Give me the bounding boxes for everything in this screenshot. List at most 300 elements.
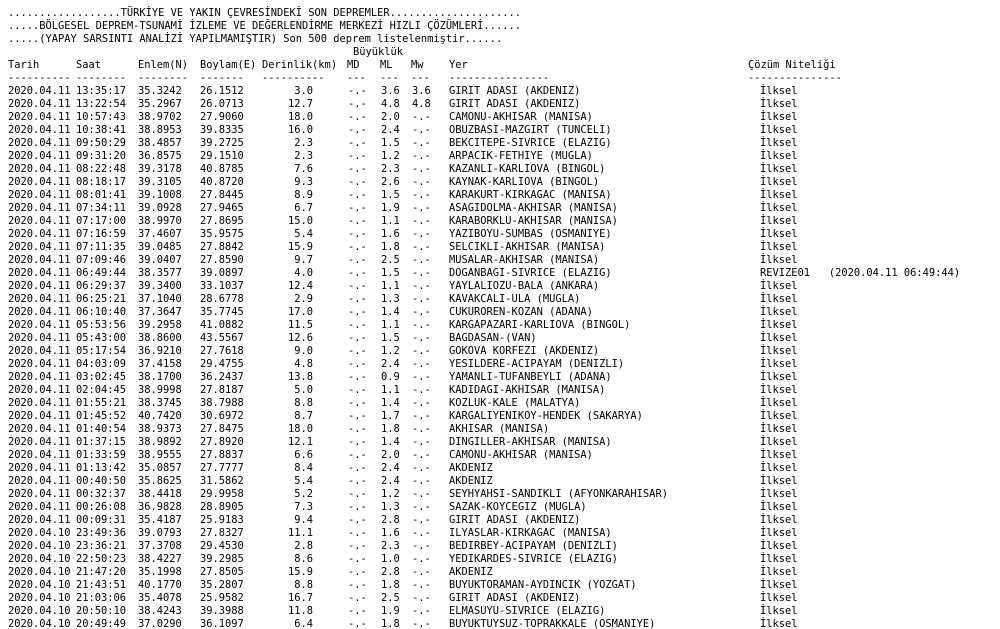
cell-md: -.- (348, 527, 367, 539)
cell-md: -.- (348, 202, 367, 214)
table-row (0, 553, 1000, 566)
cell-ml: 4.8 (381, 98, 400, 110)
cell-ml: 1.1 (381, 280, 400, 292)
cell-quality: İlksel (760, 371, 798, 383)
cell-ml: 1.8 (381, 423, 400, 435)
table-row (0, 254, 1000, 267)
cell-quality: İlksel (760, 475, 798, 487)
table-row (0, 176, 1000, 189)
cell-lon: 27.8505 (200, 566, 244, 578)
cell-date: 2020.04.11 (8, 462, 71, 474)
cell-depth: 11.5 (287, 319, 313, 331)
cell-quality: İlksel (760, 306, 798, 318)
cell-depth: 18.0 (287, 111, 313, 123)
cell-date: 2020.04.10 (8, 553, 71, 565)
cell-quality: İlksel (760, 449, 798, 461)
cell-depth: 2.9 (294, 293, 313, 305)
cell-date: 2020.04.11 (8, 358, 71, 370)
cell-quality: İlksel (760, 410, 798, 422)
table-row (0, 241, 1000, 254)
cell-md: -.- (348, 501, 367, 513)
cell-lat: 37.4607 (138, 228, 182, 240)
cell-date: 2020.04.11 (8, 137, 71, 149)
cell-lon: 27.9060 (200, 111, 244, 123)
cell-date: 2020.04.11 (8, 423, 71, 435)
cell-date: 2020.04.10 (8, 527, 71, 539)
cell-md: -.- (348, 449, 367, 461)
cell-time: 07:16:59 (76, 228, 127, 240)
cell-ml: 1.6 (381, 228, 400, 240)
cell-mw: -.- (412, 215, 431, 227)
cell-mw: -.- (412, 241, 431, 253)
cell-lon: 29.4530 (200, 540, 244, 552)
table-row (0, 150, 1000, 163)
cell-md: -.- (348, 254, 367, 266)
col-time-header: Saat (76, 59, 102, 71)
cell-date: 2020.04.10 (8, 618, 71, 629)
cell-lon: 27.8187 (200, 384, 244, 396)
column-header-row (0, 59, 1000, 72)
cell-time: 10:38:41 (76, 124, 127, 136)
cell-md: -.- (348, 605, 367, 617)
cell-mw: -.- (412, 150, 431, 162)
cell-ml: 1.4 (381, 436, 400, 448)
cell-mw: -.- (412, 137, 431, 149)
cell-date: 2020.04.11 (8, 397, 71, 409)
cell-time: 05:53:56 (76, 319, 127, 331)
cell-lat: 38.4227 (138, 553, 182, 565)
cell-date: 2020.04.11 (8, 111, 71, 123)
cell-md: -.- (348, 371, 367, 383)
cell-md: -.- (348, 436, 367, 448)
cell-location: KADIDAGI-AKHISAR (MANISA) (449, 384, 606, 396)
cell-time: 04:03:09 (76, 358, 127, 370)
cell-md: -.- (348, 306, 367, 318)
cell-lon: 40.8720 (200, 176, 244, 188)
cell-mw: -.- (412, 423, 431, 435)
cell-location: GIRIT ADASI (AKDENIZ) (449, 514, 581, 526)
cell-time: 02:04:45 (76, 384, 127, 396)
cell-time: 06:10:40 (76, 306, 127, 318)
cell-mw: -.- (412, 475, 431, 487)
cell-lon: 36.1097 (200, 618, 244, 629)
cell-lon: 43.5567 (200, 332, 244, 344)
cell-lat: 39.2958 (138, 319, 182, 331)
cell-md: -.- (348, 241, 367, 253)
cell-depth: 2.3 (294, 137, 313, 149)
cell-lat: 38.9970 (138, 215, 182, 227)
cell-depth: 5.2 (294, 488, 313, 500)
cell-location: YEDIKARDES-SIVRICE (ELAZIG) (449, 553, 618, 565)
cell-date: 2020.04.10 (8, 592, 71, 604)
cell-time: 08:01:41 (76, 189, 127, 201)
cell-time: 00:26:08 (76, 501, 127, 513)
cell-time: 00:40:50 (76, 475, 127, 487)
cell-location: BUYUKTORAMAN-AYDINCIK (YOZGAT) (449, 579, 637, 591)
cell-mw: -.- (412, 163, 431, 175)
cell-date: 2020.04.11 (8, 488, 71, 500)
cell-lat: 39.3105 (138, 176, 182, 188)
table-row (0, 124, 1000, 137)
cell-date: 2020.04.11 (8, 280, 71, 292)
cell-date: 2020.04.11 (8, 449, 71, 461)
cell-lon: 27.8475 (200, 423, 244, 435)
cell-mw: -.- (412, 124, 431, 136)
cell-md: -.- (348, 293, 367, 305)
cell-lat: 35.3242 (138, 85, 182, 97)
cell-lon: 27.8837 (200, 449, 244, 461)
cell-date: 2020.04.10 (8, 605, 71, 617)
cell-quality: İlksel (760, 514, 798, 526)
col-mw-header: Mw (411, 59, 424, 71)
cell-location: GIRIT ADASI (AKDENIZ) (449, 98, 581, 110)
cell-lon: 39.2985 (200, 553, 244, 565)
cell-depth: 8.8 (294, 397, 313, 409)
cell-quality: İlksel (760, 332, 798, 344)
cell-quality: İlksel (760, 527, 798, 539)
cell-depth: 12.6 (287, 332, 313, 344)
cell-md: -.- (348, 345, 367, 357)
cell-depth: 3.0 (294, 85, 313, 97)
cell-depth: 2.3 (294, 150, 313, 162)
cell-time: 09:50:29 (76, 137, 127, 149)
cell-depth: 6.4 (294, 618, 313, 629)
cell-lon: 25.9183 (200, 514, 244, 526)
cell-location: AKDENIZ (449, 462, 493, 474)
cell-quality: İlksel (760, 293, 798, 305)
cell-mw: 3.6 (412, 85, 431, 97)
cell-quality: İlksel (760, 488, 798, 500)
cell-md: -.- (348, 618, 367, 629)
cell-lon: 28.8905 (200, 501, 244, 513)
cell-lon: 39.8335 (200, 124, 244, 136)
cell-lon: 29.1510 (200, 150, 244, 162)
cell-mw: -.- (412, 488, 431, 500)
cell-date: 2020.04.11 (8, 410, 71, 422)
cell-date: 2020.04.11 (8, 384, 71, 396)
table-row (0, 397, 1000, 410)
cell-ml: 0.9 (381, 371, 400, 383)
table-row (0, 319, 1000, 332)
cell-lat: 38.9702 (138, 111, 182, 123)
cell-lat: 35.1998 (138, 566, 182, 578)
cell-time: 06:49:44 (76, 267, 127, 279)
cell-location: AKHISAR (MANISA) (449, 423, 550, 435)
cell-time: 00:09:31 (76, 514, 127, 526)
cell-lat: 38.9892 (138, 436, 182, 448)
cell-ml: 1.5 (381, 267, 400, 279)
cell-date: 2020.04.11 (8, 241, 71, 253)
cell-mw: -.- (412, 228, 431, 240)
cell-date: 2020.04.11 (8, 202, 71, 214)
cell-ml: 2.4 (381, 462, 400, 474)
table-row (0, 137, 1000, 150)
cell-lon: 39.3988 (200, 605, 244, 617)
cell-lat: 35.4078 (138, 592, 182, 604)
cell-depth: 7.6 (294, 163, 313, 175)
cell-lon: 28.6778 (200, 293, 244, 305)
table-row (0, 163, 1000, 176)
cell-lat: 38.9998 (138, 384, 182, 396)
cell-lon: 36.2437 (200, 371, 244, 383)
col-quality-header: Çözüm Niteliği (748, 59, 836, 71)
cell-depth: 5.4 (294, 228, 313, 240)
cell-location: YESILDERE-ACIPAYAM (DENIZLI) (449, 358, 625, 370)
cell-time: 20:50:10 (76, 605, 127, 617)
cell-depth: 6.6 (294, 449, 313, 461)
cell-location: SAZAK-KOYCEGIZ (MUGLA) (449, 501, 587, 513)
table-row (0, 189, 1000, 202)
cell-ml: 2.8 (381, 514, 400, 526)
cell-quality: İlksel (760, 423, 798, 435)
cell-ml: 1.1 (381, 215, 400, 227)
cell-lat: 35.4187 (138, 514, 182, 526)
cell-lon: 30.6972 (200, 410, 244, 422)
cell-lat: 38.3745 (138, 397, 182, 409)
cell-ml: 1.9 (381, 202, 400, 214)
cell-lat: 38.4857 (138, 137, 182, 149)
cell-md: -.- (348, 488, 367, 500)
cell-depth: 4.0 (294, 267, 313, 279)
cell-lon: 26.0713 (200, 98, 244, 110)
cell-md: -.- (348, 124, 367, 136)
cell-quality: İlksel (760, 176, 798, 188)
cell-ml: 2.3 (381, 163, 400, 175)
cell-date: 2020.04.11 (8, 189, 71, 201)
cell-depth: 8.9 (294, 189, 313, 201)
header-line-1: ..................TÜRKİYE VE YAKIN ÇEVRESİNDEKİ SON DEPREMLER..................... (8, 7, 521, 19)
col-ml-header: ML (380, 59, 393, 71)
cell-date: 2020.04.11 (8, 319, 71, 331)
cell-lon: 29.9958 (200, 488, 244, 500)
cell-ml: 2.5 (381, 592, 400, 604)
cell-ml: 1.4 (381, 397, 400, 409)
cell-date: 2020.04.11 (8, 98, 71, 110)
cell-location: CUKUROREN-KOZAN (ADANA) (449, 306, 593, 318)
cell-mw: -.- (412, 410, 431, 422)
cell-date: 2020.04.11 (8, 514, 71, 526)
cell-lon: 27.8327 (200, 527, 244, 539)
cell-date: 2020.04.11 (8, 293, 71, 305)
cell-mw: -.- (412, 371, 431, 383)
cell-date: 2020.04.10 (8, 566, 71, 578)
table-row (0, 449, 1000, 462)
cell-lon: 39.2725 (200, 137, 244, 149)
cell-lat: 37.3708 (138, 540, 182, 552)
cell-ml: 2.5 (381, 254, 400, 266)
cell-md: -.- (348, 189, 367, 201)
cell-time: 21:03:06 (76, 592, 127, 604)
cell-lat: 40.7420 (138, 410, 182, 422)
cell-depth: 9.0 (294, 345, 313, 357)
cell-quality: İlksel (760, 358, 798, 370)
cell-lat: 35.0857 (138, 462, 182, 474)
cell-location: ILYASLAR-KIRKAGAC (MANISA) (449, 527, 612, 539)
cell-depth: 8.7 (294, 410, 313, 422)
table-row (0, 605, 1000, 618)
cell-lat: 38.9555 (138, 449, 182, 461)
cell-depth: 9.4 (294, 514, 313, 526)
cell-time: 21:47:20 (76, 566, 127, 578)
table-row (0, 267, 1000, 280)
cell-time: 01:45:52 (76, 410, 127, 422)
cell-md: -.- (348, 137, 367, 149)
cell-ml: 1.5 (381, 189, 400, 201)
cell-mw: -.- (412, 332, 431, 344)
cell-date: 2020.04.11 (8, 332, 71, 344)
cell-lon: 25.9582 (200, 592, 244, 604)
table-row (0, 85, 1000, 98)
cell-location: SELCIKLI-AKHISAR (MANISA) (449, 241, 606, 253)
cell-location: YAMANLI-TUFANBEYLI (ADANA) (449, 371, 612, 383)
cell-lat: 39.3400 (138, 280, 182, 292)
cell-quality: İlksel (760, 384, 798, 396)
cell-lat: 35.8625 (138, 475, 182, 487)
cell-location: DINGILLER-AKHISAR (MANISA) (449, 436, 612, 448)
cell-lon: 27.7618 (200, 345, 244, 357)
cell-date: 2020.04.11 (8, 228, 71, 240)
cell-date: 2020.04.11 (8, 254, 71, 266)
cell-quality: İlksel (760, 137, 798, 149)
cell-location: ASAGIDOLMA-AKHISAR (MANISA) (449, 202, 618, 214)
cell-ml: 3.6 (381, 85, 400, 97)
cell-mw: -.- (412, 553, 431, 565)
cell-ml: 1.0 (381, 553, 400, 565)
cell-mw: -.- (412, 436, 431, 448)
table-row (0, 618, 1000, 629)
cell-time: 06:25:21 (76, 293, 127, 305)
cell-mw: -.- (412, 540, 431, 552)
cell-depth: 9.3 (294, 176, 313, 188)
separator: ---------- (8, 72, 71, 84)
cell-md: -.- (348, 280, 367, 292)
cell-location: MUSALAR-AKHISAR (MANISA) (449, 254, 600, 266)
cell-ml: 1.8 (381, 241, 400, 253)
cell-md: -.- (348, 332, 367, 344)
cell-quality: İlksel (760, 397, 798, 409)
cell-time: 13:22:54 (76, 98, 127, 110)
cell-time: 05:17:54 (76, 345, 127, 357)
cell-depth: 11.1 (287, 527, 313, 539)
cell-lon: 38.7988 (200, 397, 244, 409)
cell-md: -.- (348, 215, 367, 227)
cell-time: 23:49:36 (76, 527, 127, 539)
cell-ml: 1.1 (381, 384, 400, 396)
cell-lon: 27.8445 (200, 189, 244, 201)
col-lat-header: Enlem(N) (138, 59, 189, 71)
cell-ml: 2.8 (381, 566, 400, 578)
cell-mw: 4.8 (412, 98, 431, 110)
cell-quality: İlksel (760, 111, 798, 123)
cell-mw: -.- (412, 514, 431, 526)
cell-md: -.- (348, 384, 367, 396)
cell-depth: 13.8 (287, 371, 313, 383)
cell-location: AKDENIZ (449, 475, 493, 487)
cell-ml: 1.6 (381, 527, 400, 539)
cell-location: YAZIBOYU-SUMBAS (OSMANIYE) (449, 228, 612, 240)
cell-date: 2020.04.11 (8, 345, 71, 357)
cell-ml: 1.3 (381, 501, 400, 513)
cell-lon: 40.8785 (200, 163, 244, 175)
cell-quality: İlksel (760, 579, 798, 591)
cell-depth: 8.6 (294, 553, 313, 565)
cell-lon: 31.5862 (200, 475, 244, 487)
cell-location: DOGANBAGI-SIVRICE (ELAZIG) (449, 267, 612, 279)
cell-time: 07:11:35 (76, 241, 127, 253)
cell-time: 09:31:20 (76, 150, 127, 162)
cell-lat: 39.3178 (138, 163, 182, 175)
cell-location: KOZLUK-KALE (MALATYA) (449, 397, 581, 409)
cell-depth: 17.0 (287, 306, 313, 318)
cell-depth: 2.8 (294, 540, 313, 552)
cell-lat: 39.0407 (138, 254, 182, 266)
cell-mw: -.- (412, 397, 431, 409)
header-line-2: .....BÖLGESEL DEPREM-TSUNAMİ İZLEME VE DEĞERLENDİRME MERKEZİ HIZLI ÇÖZÜMLERİ...... (8, 20, 521, 32)
table-row (0, 215, 1000, 228)
cell-md: -.- (348, 85, 367, 97)
cell-quality: İlksel (760, 98, 798, 110)
cell-quality: İlksel (760, 319, 798, 331)
cell-quality: İlksel (760, 189, 798, 201)
cell-lat: 38.8953 (138, 124, 182, 136)
cell-time: 01:13:42 (76, 462, 127, 474)
cell-md: -.- (348, 462, 367, 474)
cell-location: KARGAPAZARI-KARLIOVA (BINGOL) (449, 319, 631, 331)
cell-depth: 5.4 (294, 475, 313, 487)
cell-md: -.- (348, 228, 367, 240)
table-row (0, 293, 1000, 306)
cell-mw: -.- (412, 280, 431, 292)
cell-md: -.- (348, 358, 367, 370)
cell-lat: 38.4243 (138, 605, 182, 617)
cell-quality: İlksel (760, 605, 798, 617)
cell-time: 08:22:48 (76, 163, 127, 175)
cell-ml: 1.7 (381, 410, 400, 422)
cell-location: GOKOVA KORFEZI (AKDENIZ) (449, 345, 600, 357)
cell-lat: 38.4418 (138, 488, 182, 500)
cell-location: CAMONU-AKHISAR (MANISA) (449, 111, 593, 123)
separator: ------- (200, 72, 244, 84)
cell-quality: İlksel (760, 215, 798, 227)
cell-mw: -.- (412, 254, 431, 266)
cell-lon: 27.8695 (200, 215, 244, 227)
cell-time: 22:50:23 (76, 553, 127, 565)
cell-lat: 38.3577 (138, 267, 182, 279)
col-date-header: Tarih (8, 59, 40, 71)
cell-ml: 2.4 (381, 124, 400, 136)
cell-ml: 2.0 (381, 111, 400, 123)
cell-mw: -.- (412, 293, 431, 305)
cell-depth: 5.0 (294, 384, 313, 396)
cell-md: -.- (348, 514, 367, 526)
cell-time: 01:33:59 (76, 449, 127, 461)
cell-lat: 39.1008 (138, 189, 182, 201)
cell-depth: 8.4 (294, 462, 313, 474)
cell-lat: 39.0485 (138, 241, 182, 253)
cell-md: -.- (348, 163, 367, 175)
cell-depth: 12.4 (287, 280, 313, 292)
cell-ml: 1.4 (381, 306, 400, 318)
cell-quality: İlksel (760, 228, 798, 240)
cell-ml: 1.2 (381, 488, 400, 500)
cell-mw: -.- (412, 501, 431, 513)
cell-lat: 38.1700 (138, 371, 182, 383)
column-separator-row (0, 72, 1000, 85)
cell-mw: -.- (412, 527, 431, 539)
cell-ml: 1.2 (381, 150, 400, 162)
cell-ml: 1.1 (381, 319, 400, 331)
cell-mw: -.- (412, 449, 431, 461)
